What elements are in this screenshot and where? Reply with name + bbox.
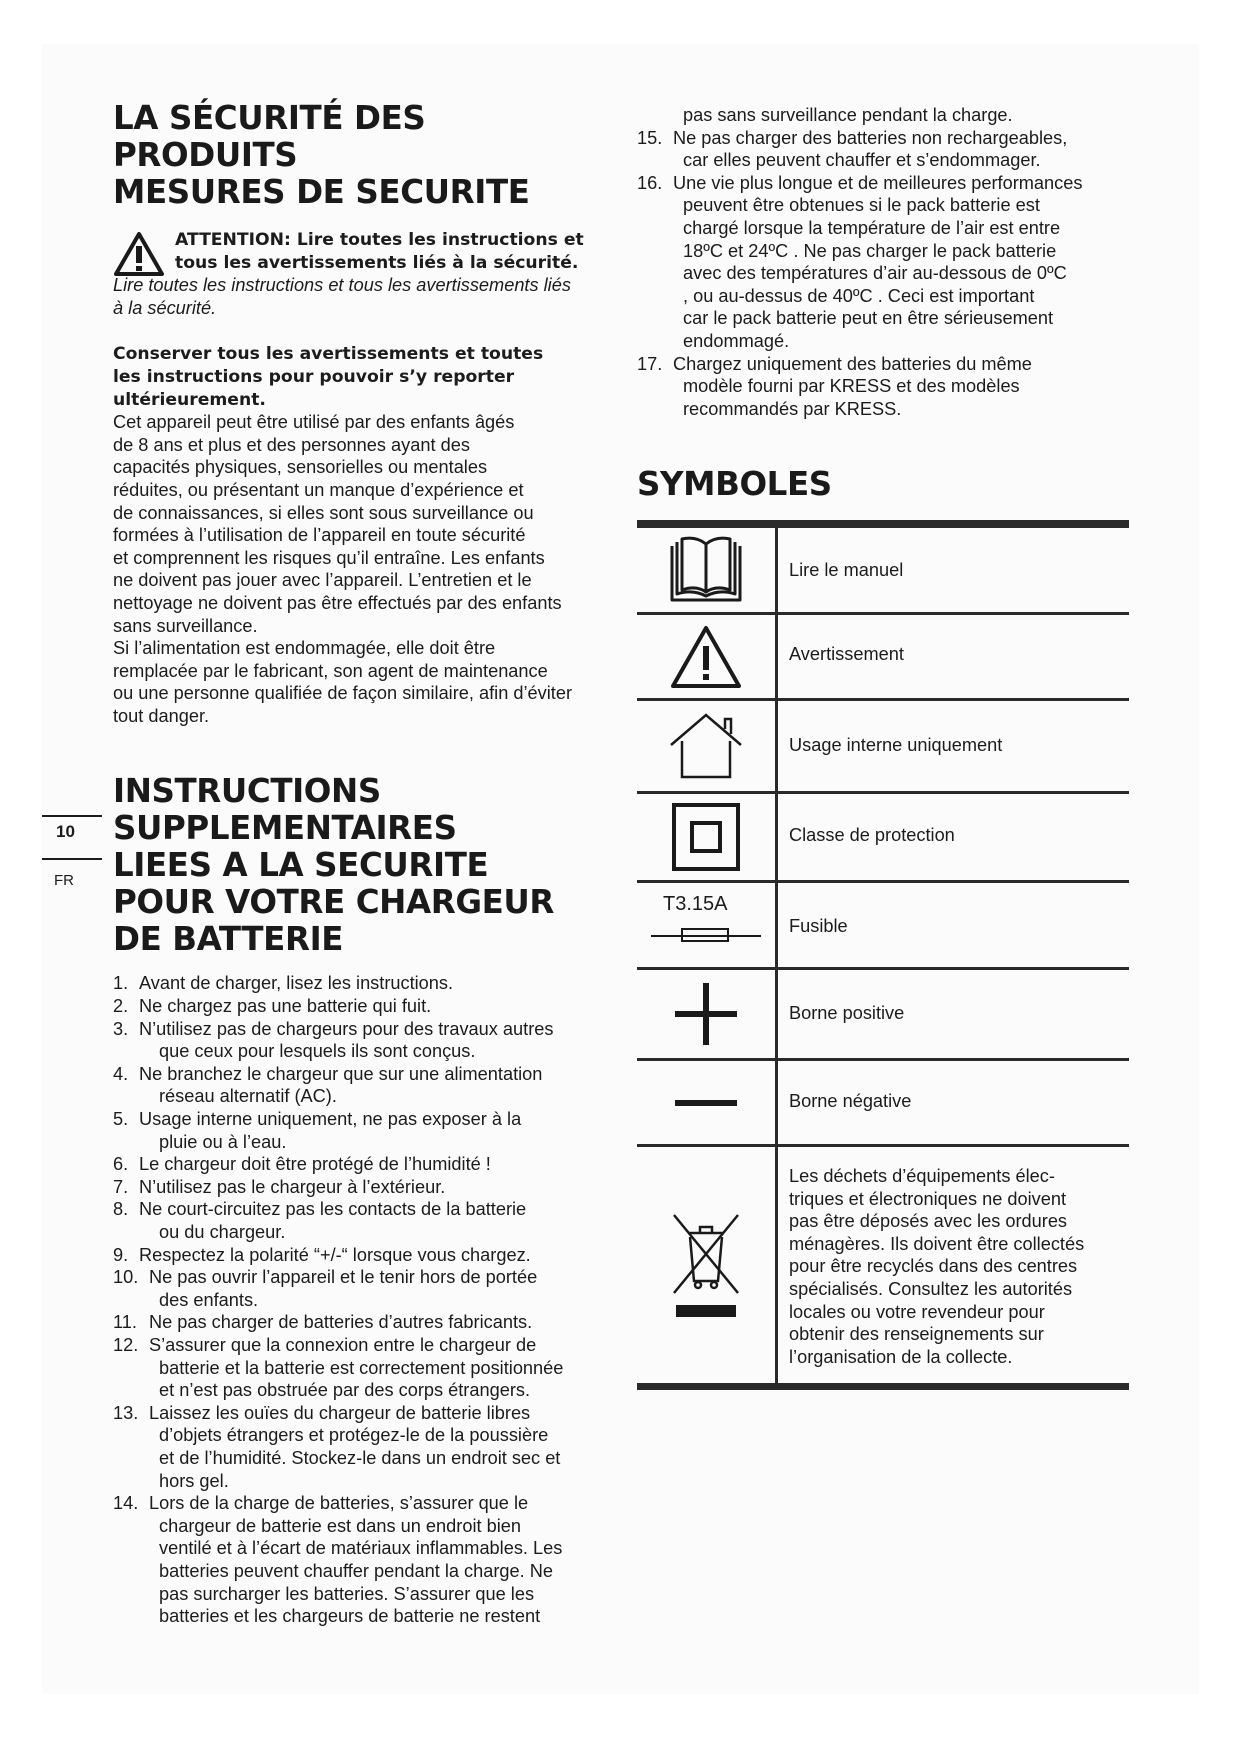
body-line: Si l’alimentation est endommagée, elle doit être	[113, 638, 496, 659]
list-item	[113, 1018, 613, 1063]
symbol-row	[637, 701, 1129, 794]
list-item-number: 15.	[637, 127, 663, 148]
keep-line: ultérieurement.	[113, 389, 266, 410]
list-item-line: endommagé.	[683, 330, 790, 351]
description-line: triques et électroniques ne doivent	[789, 1188, 1067, 1209]
symbol-icon-cell	[637, 701, 775, 791]
body-line: nettoyage ne doivent pas être effectués par des enfants	[113, 592, 562, 613]
attention-italic	[113, 274, 613, 319]
italic-line: Lire toutes les instructions et tous les avertissements liés	[113, 275, 571, 296]
list-item	[113, 1492, 613, 1628]
body-line: capacités physiques, sensorielles ou mentales	[113, 457, 488, 478]
description-line: pour être recyclés dans des centres	[789, 1256, 1078, 1277]
list-item-number: 6.	[113, 1154, 129, 1175]
list-item-line: N’utilisez pas le chargeur à l’extérieur.	[139, 1176, 446, 1197]
page-number-rule-top	[42, 815, 102, 817]
crossed-bin-icon	[668, 1211, 744, 1319]
symbol-description	[789, 734, 1129, 757]
list-item-line: hors gel.	[159, 1470, 229, 1491]
title-line: MESURES DE SECURITE	[113, 173, 530, 211]
attention-line: tous les avertissements liés à la sécurité.	[175, 252, 579, 273]
table-column-divider	[775, 794, 778, 880]
symbol-row	[637, 528, 1129, 615]
symbol-row	[637, 970, 1129, 1061]
body-line: de 8 ans et plus et des personnes ayant des	[113, 434, 470, 455]
attention-block	[113, 229, 613, 274]
warning-triangle-icon	[669, 624, 743, 690]
list-item-line: Ne chargez pas une batterie qui fuit.	[139, 996, 432, 1017]
symbol-description	[789, 1090, 1129, 1113]
description-line: Fusible	[789, 916, 848, 936]
list-item-line: et de l’humidité. Stockez-le dans un endroit sec et	[159, 1447, 561, 1468]
double-square-icon	[671, 802, 741, 872]
description-line: Avertissement	[789, 644, 904, 664]
keep-line: Conserver tous les avertissements et toutes	[113, 344, 544, 365]
list-item	[637, 353, 1129, 421]
list-item-line: que ceux pour lesquels ils sont conçus.	[159, 1041, 476, 1062]
symbol-description	[789, 559, 1129, 582]
italic-line: à la sécurité.	[113, 297, 217, 318]
list-item-number: 4.	[113, 1063, 129, 1084]
symbol-row	[637, 883, 1129, 970]
body-line: et comprennent les risques qu’il entraîne. Les enfants	[113, 547, 545, 568]
list-item-line: batteries et les chargeurs de batterie ne restent	[159, 1606, 541, 1627]
title-line: DE BATTERIE	[113, 920, 344, 959]
list-item-line: des enfants.	[159, 1289, 259, 1310]
title-line: SUPPLEMENTAIRES	[113, 809, 457, 848]
symbol-icon-cell	[637, 1061, 775, 1144]
list-item-number: 13.	[113, 1402, 139, 1423]
body-line: réduites, ou présentant un manque d’expérience et	[113, 479, 524, 500]
list-item	[637, 172, 1129, 353]
list-item-line: ventilé et à l’écart de matériaux inflammables. Les	[159, 1538, 563, 1559]
body-line: de connaissances, si elles sont sous surveillance ou	[113, 502, 534, 523]
attention-heading	[175, 229, 613, 274]
body-line: sans surveillance.	[113, 615, 258, 636]
title-line: POUR VOTRE CHARGEUR	[113, 883, 555, 922]
table-column-divider	[775, 615, 778, 698]
list-item	[113, 1176, 613, 1199]
description-line: l’organisation de la collecte.	[789, 1346, 1013, 1367]
list-item	[113, 1063, 613, 1108]
charger-instructions-list-continued	[637, 104, 1129, 420]
attention-line: ATTENTION: Lire toutes les instructions et	[175, 230, 584, 250]
table-column-divider	[775, 1147, 778, 1383]
list-item-line: et n’est pas obstruée par des corps étrangers.	[159, 1380, 531, 1401]
symbol-icon-cell	[637, 970, 775, 1058]
list-item	[113, 1402, 613, 1492]
list-item	[113, 1153, 613, 1176]
body-line: remplacée par le fabricant, son agent de maintenance	[113, 660, 548, 681]
body-line: tout danger.	[113, 705, 210, 726]
description-line: locales ou votre revendeur pour	[789, 1301, 1045, 1322]
list-item-line: ou du chargeur.	[159, 1222, 286, 1242]
list-item-number: 8.	[113, 1199, 129, 1220]
list-item-line: réseau alternatif (AC).	[159, 1086, 337, 1107]
symbol-icon-cell	[637, 883, 775, 967]
body-line: ne doivent pas jouer avec l’appareil. L’entretien et le	[113, 570, 532, 591]
list-item-number: 11.	[113, 1312, 137, 1333]
table-column-divider	[775, 528, 778, 612]
title-line: LA SÉCURITÉ DES	[113, 99, 426, 137]
description-line: ménagères. Ils doivent être collectés	[789, 1233, 1085, 1254]
symbol-icon-cell	[637, 794, 775, 880]
list-item-line: chargé lorsque la température de l’air est entre	[683, 217, 1061, 238]
list-item-line: Usage interne uniquement, ne pas exposer à la	[139, 1109, 522, 1130]
list-item-line: S’assurer que la connexion entre le chargeur de	[149, 1334, 537, 1355]
list-item	[637, 127, 1129, 172]
description-line: spécialisés. Consultez les autorités	[789, 1278, 1073, 1299]
list-item-line: car le pack batterie peut en être sérieusement	[683, 308, 1054, 329]
list-item-line: Le chargeur doit être protégé de l’humidité !	[139, 1154, 491, 1175]
list-item-line: Avant de charger, lisez les instructions.	[139, 973, 454, 994]
page-number-rule-bottom	[42, 858, 102, 860]
list-item-number: 2.	[113, 996, 129, 1017]
description-line: Les déchets d’équipements élec-	[789, 1166, 1055, 1186]
list-item-line: avec des températures d’air au-dessous de 0ºC	[683, 263, 1067, 284]
read-manual-icon	[668, 536, 744, 604]
symbol-row	[637, 615, 1129, 701]
section-title-safety	[113, 100, 613, 211]
list-item-line: modèle fourni par KRESS et des modèles	[683, 376, 1020, 397]
list-item-line: Ne branchez le chargeur que sur une alimentation	[139, 1063, 543, 1084]
symbol-row	[637, 794, 1129, 883]
title-line: LIEES A LA SECURITE	[113, 846, 489, 885]
list-item-number: 10.	[113, 1267, 139, 1288]
list-item-number: 7.	[113, 1176, 129, 1197]
language-label: FR	[54, 872, 74, 889]
fuse-icon	[651, 893, 761, 957]
symbol-icon-cell	[637, 615, 775, 698]
section-title-charger	[113, 773, 613, 958]
list-item-line: , ou au-dessus de 40ºC . Ceci est important	[683, 285, 1035, 306]
list-item	[113, 1311, 613, 1334]
description-line: Usage interne uniquement	[789, 735, 1003, 755]
title-line: INSTRUCTIONS	[113, 772, 381, 811]
list-item-line: Une vie plus longue et de meilleures performances	[673, 172, 1083, 193]
body-line: Cet appareil peut être utilisé par des enfants âgés	[113, 412, 515, 433]
symbol-description	[789, 915, 1129, 938]
list-item-line: batterie et la batterie est correctement positionnée	[159, 1357, 564, 1378]
charger-instructions-list	[113, 972, 613, 1627]
minus-icon	[674, 1098, 738, 1108]
list-item-line: car elles peuvent chauffer et s’endommager.	[683, 150, 1041, 171]
symbol-row	[637, 1061, 1129, 1147]
table-column-divider	[775, 1061, 778, 1144]
body-line: ou une personne qualifiée de façon similaire, afin d’éviter	[113, 683, 573, 704]
list-item-line: Ne pas charger de batteries d’autres fabricants.	[149, 1312, 533, 1333]
fuse-body	[681, 928, 729, 942]
list-item	[113, 1266, 613, 1311]
list-item-line: Ne pas charger des batteries non rechargeables,	[673, 127, 1068, 148]
title-line: PRODUITS	[113, 136, 298, 174]
list-item-line: Lors de la charge de batteries, s’assurer que le	[149, 1493, 529, 1514]
list-item-line: d’objets étrangers et protégez-le de la poussière	[159, 1425, 549, 1446]
symbol-description	[789, 824, 1129, 847]
list-item-line: pluie ou à l’eau.	[159, 1131, 287, 1152]
description-line: Borne positive	[789, 1003, 905, 1023]
symbol-description	[789, 1002, 1129, 1025]
symbol-icon-cell	[637, 1147, 775, 1383]
list-item	[113, 972, 613, 995]
list-item-number: 16.	[637, 172, 663, 193]
list-item-number: 1.	[113, 973, 129, 994]
list-item-line: chargeur de batterie est dans un endroit bien	[159, 1515, 521, 1536]
house-icon	[667, 711, 745, 781]
list-item	[113, 1244, 613, 1267]
list-item-line: Laissez les ouïes du chargeur de batterie libres	[149, 1402, 531, 1423]
list-item-line: pas surcharger les batteries. S’assurer que les	[159, 1583, 535, 1604]
symbols-table	[637, 520, 1129, 1390]
safety-body-text	[113, 411, 613, 727]
keep-instructions-heading	[113, 343, 613, 411]
description-line: Borne négative	[789, 1091, 912, 1111]
table-column-divider	[775, 883, 778, 967]
list-item-number: 5.	[113, 1109, 129, 1130]
table-column-divider	[775, 701, 778, 791]
keep-line: les instructions pour pouvoir s’y reporter	[113, 366, 515, 387]
table-top-rule	[637, 520, 1129, 528]
fuse-rating-label: T3.15A	[663, 893, 728, 915]
description-line: pas être déposés avec les ordures	[789, 1211, 1068, 1232]
list-item-number: 17.	[637, 353, 663, 374]
list-item-line: peuvent être obtenues si le pack batterie est	[683, 195, 1040, 216]
warning-triangle-icon	[113, 231, 165, 277]
plus-icon	[673, 981, 739, 1047]
list-item-line: Chargez uniquement des batteries du même	[673, 353, 1032, 374]
list-item-line: Ne pas ouvrir l’appareil et le tenir hors de portée	[149, 1267, 538, 1288]
list-item	[113, 1198, 613, 1243]
right-column	[637, 104, 1129, 503]
list-item	[113, 1108, 613, 1153]
list-item-number: 3.	[113, 1018, 129, 1039]
symbol-description	[789, 1165, 1129, 1368]
left-column	[113, 100, 613, 1628]
list-item-line: batteries peuvent chauffer pendant la charge. Ne	[159, 1560, 553, 1581]
description-line: Lire le manuel	[789, 560, 904, 580]
description-line: Classe de protection	[789, 825, 955, 845]
list-item-line: Ne court-circuitez pas les contacts de la batterie	[139, 1199, 527, 1220]
list-item-number: 9.	[113, 1244, 129, 1265]
list-item	[113, 1334, 613, 1402]
list-item	[113, 995, 613, 1018]
description-line: obtenir des renseignements sur	[789, 1324, 1044, 1345]
list-item-line: recommandés par KRESS.	[683, 398, 902, 419]
symbol-description	[789, 643, 1129, 666]
list-item-number: 12.	[113, 1334, 139, 1355]
list-item-line: N’utilisez pas de chargeurs pour des travaux autres	[139, 1018, 554, 1039]
symbols-title: SYMBOLES	[637, 465, 832, 503]
list-item-line: pas sans surveillance pendant la charge.	[683, 105, 1013, 125]
table-column-divider	[775, 970, 778, 1058]
list-item-number: 14.	[113, 1493, 139, 1514]
list-item	[637, 104, 1129, 127]
body-line: formées à l’utilisation de l’appareil en toute sécurité	[113, 525, 526, 546]
page-number: 10	[56, 822, 75, 841]
symbol-row	[637, 1147, 1129, 1390]
list-item-line: Respectez la polarité “+/-“ lorsque vous chargez.	[139, 1244, 531, 1265]
list-item-line: 18ºC et 24ºC . Ne pas charger le pack batterie	[683, 240, 1057, 261]
symbol-icon-cell	[637, 528, 775, 612]
